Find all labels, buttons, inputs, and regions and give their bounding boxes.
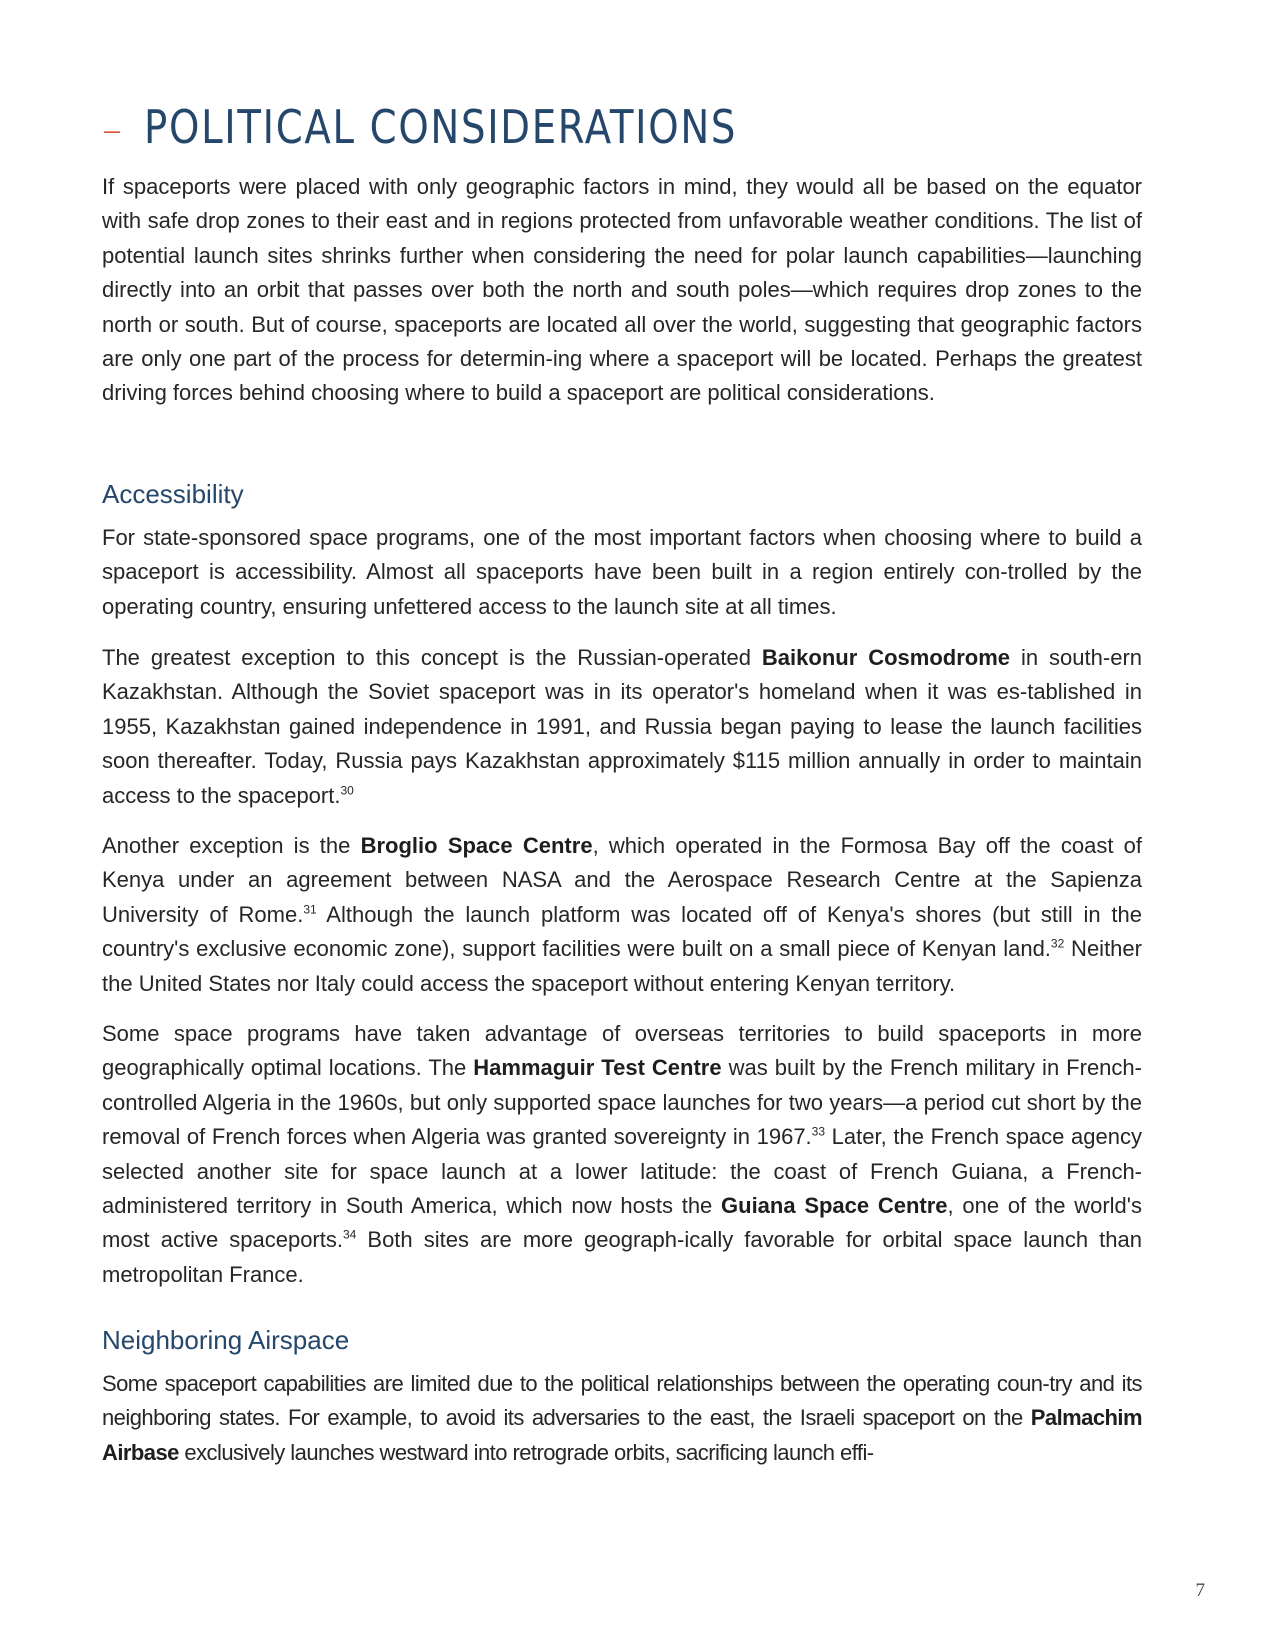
text-run: was built by the French military in French-controlled Algeria in the 1960s, but only supported space launches for two years—a period cut short by the removal of French forces when Algeria was granted sovereignty in 1967. [102,1055,1142,1150]
broglio-name: Broglio Space Centre [360,833,593,858]
neighboring-heading-block [102,1323,1142,1357]
neighboring-p1-block [102,1367,1142,1470]
accessibility-p3-block [102,829,1142,1001]
accessibility-heading-block [102,477,1142,511]
footnote-31: 31 [303,902,317,917]
baikonur-name: Baikonur Cosmodrome [761,645,1011,670]
intro-block [102,170,1142,411]
text-run: Some spaceport capabilities are limited due to the political relationships between the operating coun-try and its neighboring states. For example, to avoid its adversaries to the east, the Israeli spaceport on the [102,1371,1142,1431]
accessibility-paragraph-2 [102,641,1142,813]
text-run: Some space programs have taken advantage of overseas territories to build spaceports in more geographically optimal locations. The [102,1021,1142,1081]
text-run: , one of the world's most active spaceports. [102,1193,1142,1253]
accessibility-p2-block [102,641,1142,813]
section-title [102,100,850,154]
intro-paragraph: If spaceports were placed with only geographic factors in mind, they would all be based on the equator with safe drop zones to their east and in regions protected from unfavorable weather conditions. The list of potential launch sites shrinks further when considering the need for polar launch capabilities—launching directly into an orbit that passes over both the north and south poles—which requires drop zones to the north or south. But of course, spaceports are located all over the world, suggesting that geographic factors are only one part of the process for determin-ing where a spaceport will be located. Perhaps the greatest driving forces behind choosing where to build a spaceport are political considerations. [102,174,1142,406]
page-number: 7 [1195,1580,1205,1601]
text-run: , which operated in the Formosa Bay off the coast of Kenya under an agreement between NASA and the Aerospace Research Centre at the Sapienza University of Rome. [102,833,1143,927]
text-run: Neither the United States nor Italy could access the spaceport without entering Kenyan territory. [102,936,1142,996]
palmachim-name: Palmachim Airbase [102,1405,1142,1465]
footnote-32: 32 [1050,936,1065,951]
text-run: Although the launch platform was located off of Kenya's shores (but still in the country's exclusive economic zone), support facilities were built on a small piece of Kenyan land. [102,901,1142,962]
footnote-30: 30 [340,783,354,798]
title-dash: – [102,107,124,153]
footnote-33: 33 [811,1124,826,1139]
accessibility-paragraph-1: For state-sponsored space programs, one of the most important factors when choosing where to build a spaceport is accessibility. Almost all spaceports have been built in a region entirely con-trolled by the operating country, ensuring unfettered access to the launch site at all times. [102,525,1142,619]
accessibility-paragraph-3 [102,829,1142,1001]
text-run: The greatest exception to this concept is the Russian-operated [102,645,762,670]
text-run: exclusively launches westward into retrograde orbits, sacrificing launch effi- [178,1439,874,1465]
neighboring-paragraph-1 [102,1367,1142,1470]
accessibility-paragraph-4 [102,1017,1142,1292]
hammaguir-name: Hammaguir Test Centre [473,1055,722,1081]
guiana-name: Guiana Space Centre [721,1193,948,1219]
section-title-text: POLITICAL CONSIDERATIONS [144,100,738,154]
footnote-34: 34 [342,1228,357,1243]
text-run: in south-ern Kazakhstan. Although the Soviet spaceport was in its operator's homeland when it was es-tablished in 1955, Kazakhstan gained independence in 1991, and Russia began paying to lease the launch facilities soon thereafter. Today, Russia pays Kazakhstan approximately $115 million annually in order to maintain access to the spaceport. [102,645,1142,808]
neighboring-heading: Neighboring Airspace [102,1325,350,1355]
text-run: Both sites are more geograph-ically favorable for orbital space launch than metropolitan France. [102,1227,1142,1287]
accessibility-p4-block [102,1017,1142,1292]
text-run: Another exception is the [102,833,361,858]
text-run: Later, the French space agency selected another site for space launch at a lower latitude: the coast of French Guiana, a French-administered territory in South America, which now hosts the [102,1124,1142,1219]
accessibility-heading: Accessibility [102,479,244,509]
accessibility-p1-block [102,521,1142,624]
